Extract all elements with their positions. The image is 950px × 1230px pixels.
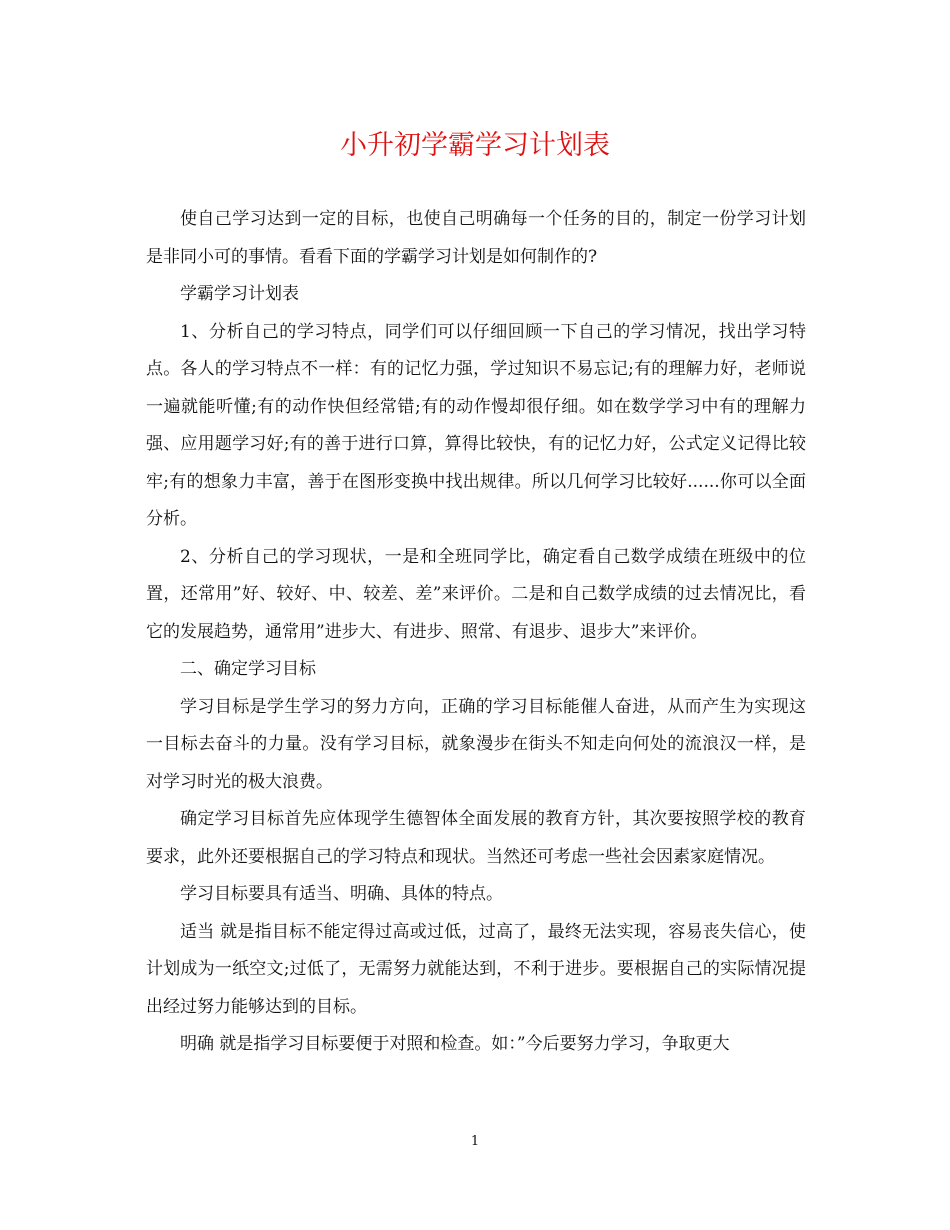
paragraph-appropriate: 适当 就是指目标不能定得过高或过低，过高了，最终无法实现，容易丧失信心，使计划成为一纸空文;过低了，无需努力就能达到，不利于进步。要根据自己的实际情况提出经过努力能够达到的目标。 <box>146 921 806 1017</box>
document-body <box>146 201 806 1064</box>
section-heading-goals: 二、确定学习目标 <box>180 659 316 679</box>
paragraph-learning-traits: 1、分析自己的学习特点，同学们可以仔细回顾一下自己的学习情况，找出学习特点。各人的学习特点不一样：有的记忆力强，学过知识不易忘记;有的理解力好，老师说一遍就能听懂;有的动作快但经常错;有的动作慢却很仔细。如在数学学习中有的理解力强、应用题学习好;有的善于进行口算，算得比较快，有的记忆力好，公式定义记得比较牢;有的想象力丰富，善于在图形变换中找出规律。所以几何学习比较好......你可以全面分析。 <box>146 321 806 529</box>
document-title: 小升初学霸学习计划表 <box>340 130 610 161</box>
paragraph-clear: 明确 就是指学习目标要便于对照和检查。如：”今后要努力学习，争取更大 <box>180 1034 730 1054</box>
paragraph-intro: 使自己学习达到一定的目标，也使自己明确每一个任务的目的，制定一份学习计划是非同小可的事情。看看下面的学霸学习计划是如何制作的? <box>146 209 806 267</box>
paragraph-learning-status: 2、分析自己的学习现状，一是和全班同学比，确定看自己数学成绩在班级中的位置，还常用”好、较好、中、较差、差”来评价。二是和自己数学成绩的过去情况比，看它的发展趋势，通常用”进步大、有进步、照常、有退步、退步大”来评价。 <box>146 546 806 642</box>
paragraph-subtitle: 学霸学习计划表 <box>180 284 299 304</box>
page-number: 1 <box>470 1134 480 1149</box>
paragraph-goal-features: 学习目标要具有适当、明确、具体的特点。 <box>180 884 503 904</box>
paragraph-goal-basis: 确定学习目标首先应体现学生德智体全面发展的教育方针，其次要按照学校的教育要求，此外还要根据自己的学习特点和现状。当然还可考虑一些社会因素家庭情况。 <box>146 809 806 867</box>
paragraph-goal-importance: 学习目标是学生学习的努力方向，正确的学习目标能催人奋进，从而产生为实现这一目标去奋斗的力量。没有学习目标，就象漫步在街头不知走向何处的流浪汉一样，是对学习时光的极大浪费。 <box>146 696 806 792</box>
